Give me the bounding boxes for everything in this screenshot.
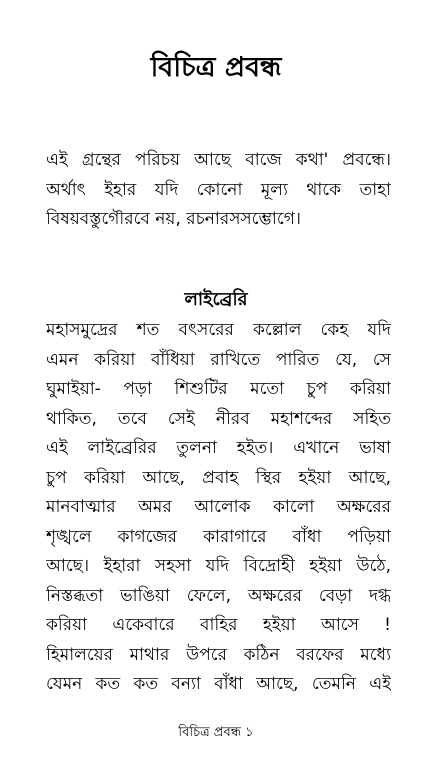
text-line: মানবাত্মার অমর আলোক কালো অক্ষরের xyxy=(46,497,391,517)
page-title: বিচিত্র প্রবন্ধ xyxy=(150,52,282,83)
text-line: চুপ করিয়া আছে, প্রবাহ স্থির হইয়া আছে, xyxy=(46,467,391,488)
text-line: অর্থাৎ ইহার যদি কোনো মূল্য থাকে তাহা xyxy=(46,179,391,200)
section-heading: লাইব্রেরি xyxy=(184,289,248,310)
text-line: শৃঙ্খলে কাগজের কারাগারে বাঁধা পড়িয়া xyxy=(46,526,391,547)
page-footer: বিচিত্র প্রবন্ধ ১ xyxy=(178,725,254,740)
intro-paragraph xyxy=(46,146,391,235)
text-line: হিমালয়ের মাথার উপরে কঠিন বরফের মধ্যে xyxy=(46,644,391,665)
text-line: এমন করিয়া বাঁধিয়া রাখিতে পারিত যে, সে xyxy=(46,349,391,370)
body-paragraph xyxy=(46,316,391,700)
text-line: এই গ্রন্থের পরিচয় আছে বাজে কথা' প্রবন্ধে। xyxy=(46,150,391,170)
text-line: বিষয়বস্তুগৌরবে নয়, রচনারসসম্ভোগে। xyxy=(46,209,301,229)
text-line: এই লাইব্রেরির তুলনা হইত। এখানে ভাষা xyxy=(46,438,391,458)
text-line: আছে। ইহারা সহসা যদি বিদ্রোহী হইয়া উঠে, xyxy=(46,556,391,576)
text-line: থাকিত, তবে সেই নীরব মহাশব্দের সহিত xyxy=(46,408,391,429)
text-line: নিস্তব্ধতা ভাঙিয়া ফেলে, অক্ষরের বেড়া দগ্ধ xyxy=(46,585,391,606)
text-line: ঘুমাইয়া- পড়া শিশুটির মতো চুপ করিয়া xyxy=(46,379,391,399)
text-line: করিয়া একেবারে বাহির হইয়া আসে ! xyxy=(46,615,391,635)
text-line: মহাসমুদ্রের শত বৎসরের কল্লোল কেহ যদি xyxy=(46,320,391,340)
text-line: যেমন কত কত বন্যা বাঁধা আছে, তেমনি এই xyxy=(46,674,391,694)
